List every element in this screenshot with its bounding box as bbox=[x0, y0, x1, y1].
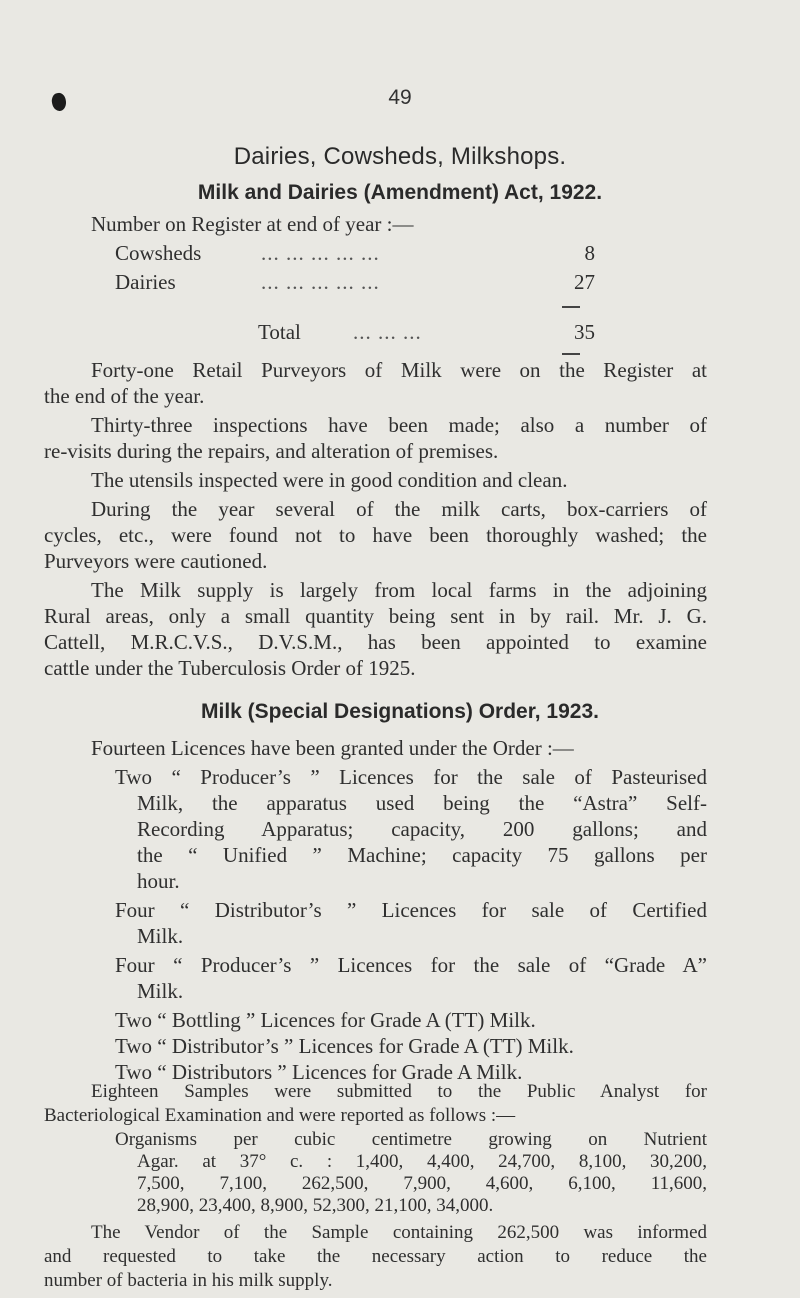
paragraph-line: The Milk supply is largely from local farms in the adjoining bbox=[91, 578, 707, 602]
paragraph-line: Thirty-three inspections have been made; also a number of bbox=[91, 413, 707, 437]
leader-dots: ... ... ... ... ... bbox=[261, 270, 380, 294]
paragraph-line: Fourteen Licences have been granted under the Order :— bbox=[91, 736, 574, 760]
paragraph-line: number of bacteria in his milk supply. bbox=[44, 1270, 333, 1291]
section-heading: Dairies, Cowsheds, Milkshops. bbox=[233, 143, 567, 170]
paragraph-line: cycles, etc., were found not to have been thoroughly washed; the bbox=[44, 523, 707, 547]
leader-dots: ... ... ... ... ... bbox=[261, 241, 380, 265]
paragraph-line: The Vendor of the Sample containing 262,500 was informed bbox=[91, 1222, 707, 1243]
paragraph-line: Purveyors were cautioned. bbox=[44, 549, 268, 573]
licence-line: Recording Apparatus; capacity, 200 gallons; and bbox=[137, 817, 707, 841]
register-label: Cowsheds bbox=[115, 241, 202, 265]
organisms-line: 28,900, 23,400, 8,900, 52,300, 21,100, 34,000. bbox=[137, 1195, 494, 1216]
organisms-line: 7,500, 7,100, 262,500, 7,900, 4,600, 6,100, 11,600, bbox=[137, 1173, 707, 1194]
organisms-line: Organisms per cubic centimetre growing on Nutrient bbox=[115, 1129, 707, 1150]
licence-line: Milk. bbox=[137, 924, 184, 948]
register-value: 8 bbox=[584, 241, 595, 265]
licence-line: Two “ Producer’s ” Licences for the sale of Pasteurised bbox=[115, 765, 707, 789]
leader-dots: ... ... ... bbox=[353, 320, 422, 344]
licence-line: Milk, the apparatus used being the “Astra” Self- bbox=[137, 791, 707, 815]
paragraph-line: Rural areas, only a small quantity being sent in by rail. Mr. J. G. bbox=[44, 604, 707, 628]
licence-line: Two “ Bottling ” Licences for Grade A (TT) Milk. bbox=[115, 1008, 536, 1032]
register-value: 27 bbox=[574, 270, 595, 294]
paragraph-line: Cattell, M.R.C.V.S., D.V.S.M., has been appointed to examine bbox=[44, 630, 707, 654]
licence-line: Two “ Distributors ” Licences for Grade A Milk. bbox=[115, 1060, 523, 1084]
licence-line: Milk. bbox=[137, 979, 184, 1003]
licence-line: Four “ Distributor’s ” Licences for sale of Certified bbox=[115, 898, 707, 922]
paragraph-line: the end of the year. bbox=[44, 384, 205, 408]
licence-line: Two “ Distributor’s ” Licences for Grade A (TT) Milk. bbox=[115, 1034, 574, 1058]
paragraph-line: During the year several of the milk carts, box-carriers of bbox=[91, 497, 707, 521]
licence-line: the “ Unified ” Machine; capacity 75 gallons per bbox=[137, 843, 707, 867]
register-intro: Number on Register at end of year :— bbox=[91, 212, 414, 236]
paragraph-line: Bacteriological Examination and were reported as follows :— bbox=[44, 1105, 516, 1126]
paragraph-line: The utensils inspected were in good condition and clean. bbox=[91, 468, 568, 492]
register-row-dairies bbox=[115, 270, 625, 296]
page-number: 49 bbox=[388, 86, 412, 109]
register-row-total bbox=[258, 320, 625, 346]
licence-line: Four “ Producer’s ” Licences for the sale of “Grade A” bbox=[115, 953, 707, 977]
total-rule-bottom bbox=[562, 353, 580, 355]
paragraph-line: Eighteen Samples were submitted to the Public Analyst for bbox=[91, 1081, 707, 1102]
register-row-cowsheds bbox=[115, 241, 625, 267]
organisms-line: Agar. at 37° c. : 1,400, 4,400, 24,700, 8,100, 30,200, bbox=[137, 1151, 707, 1172]
paragraph-line: Forty-one Retail Purveyors of Milk were on the Register at bbox=[91, 358, 707, 382]
total-rule-top bbox=[562, 306, 580, 308]
act-heading: Milk and Dairies (Amendment) Act, 1922. bbox=[197, 181, 603, 204]
register-label: Dairies bbox=[115, 270, 176, 294]
total-value: 35 bbox=[574, 320, 595, 344]
order-heading: Milk (Special Designations) Order, 1923. bbox=[201, 700, 599, 723]
licence-line: hour. bbox=[137, 869, 180, 893]
total-label: Total bbox=[258, 320, 301, 344]
paragraph-line: re-visits during the repairs, and alteration of premises. bbox=[44, 439, 499, 463]
paragraph-line: and requested to take the necessary action to reduce the bbox=[44, 1246, 707, 1267]
paragraph-line: cattle under the Tuberculosis Order of 1925. bbox=[44, 656, 416, 680]
